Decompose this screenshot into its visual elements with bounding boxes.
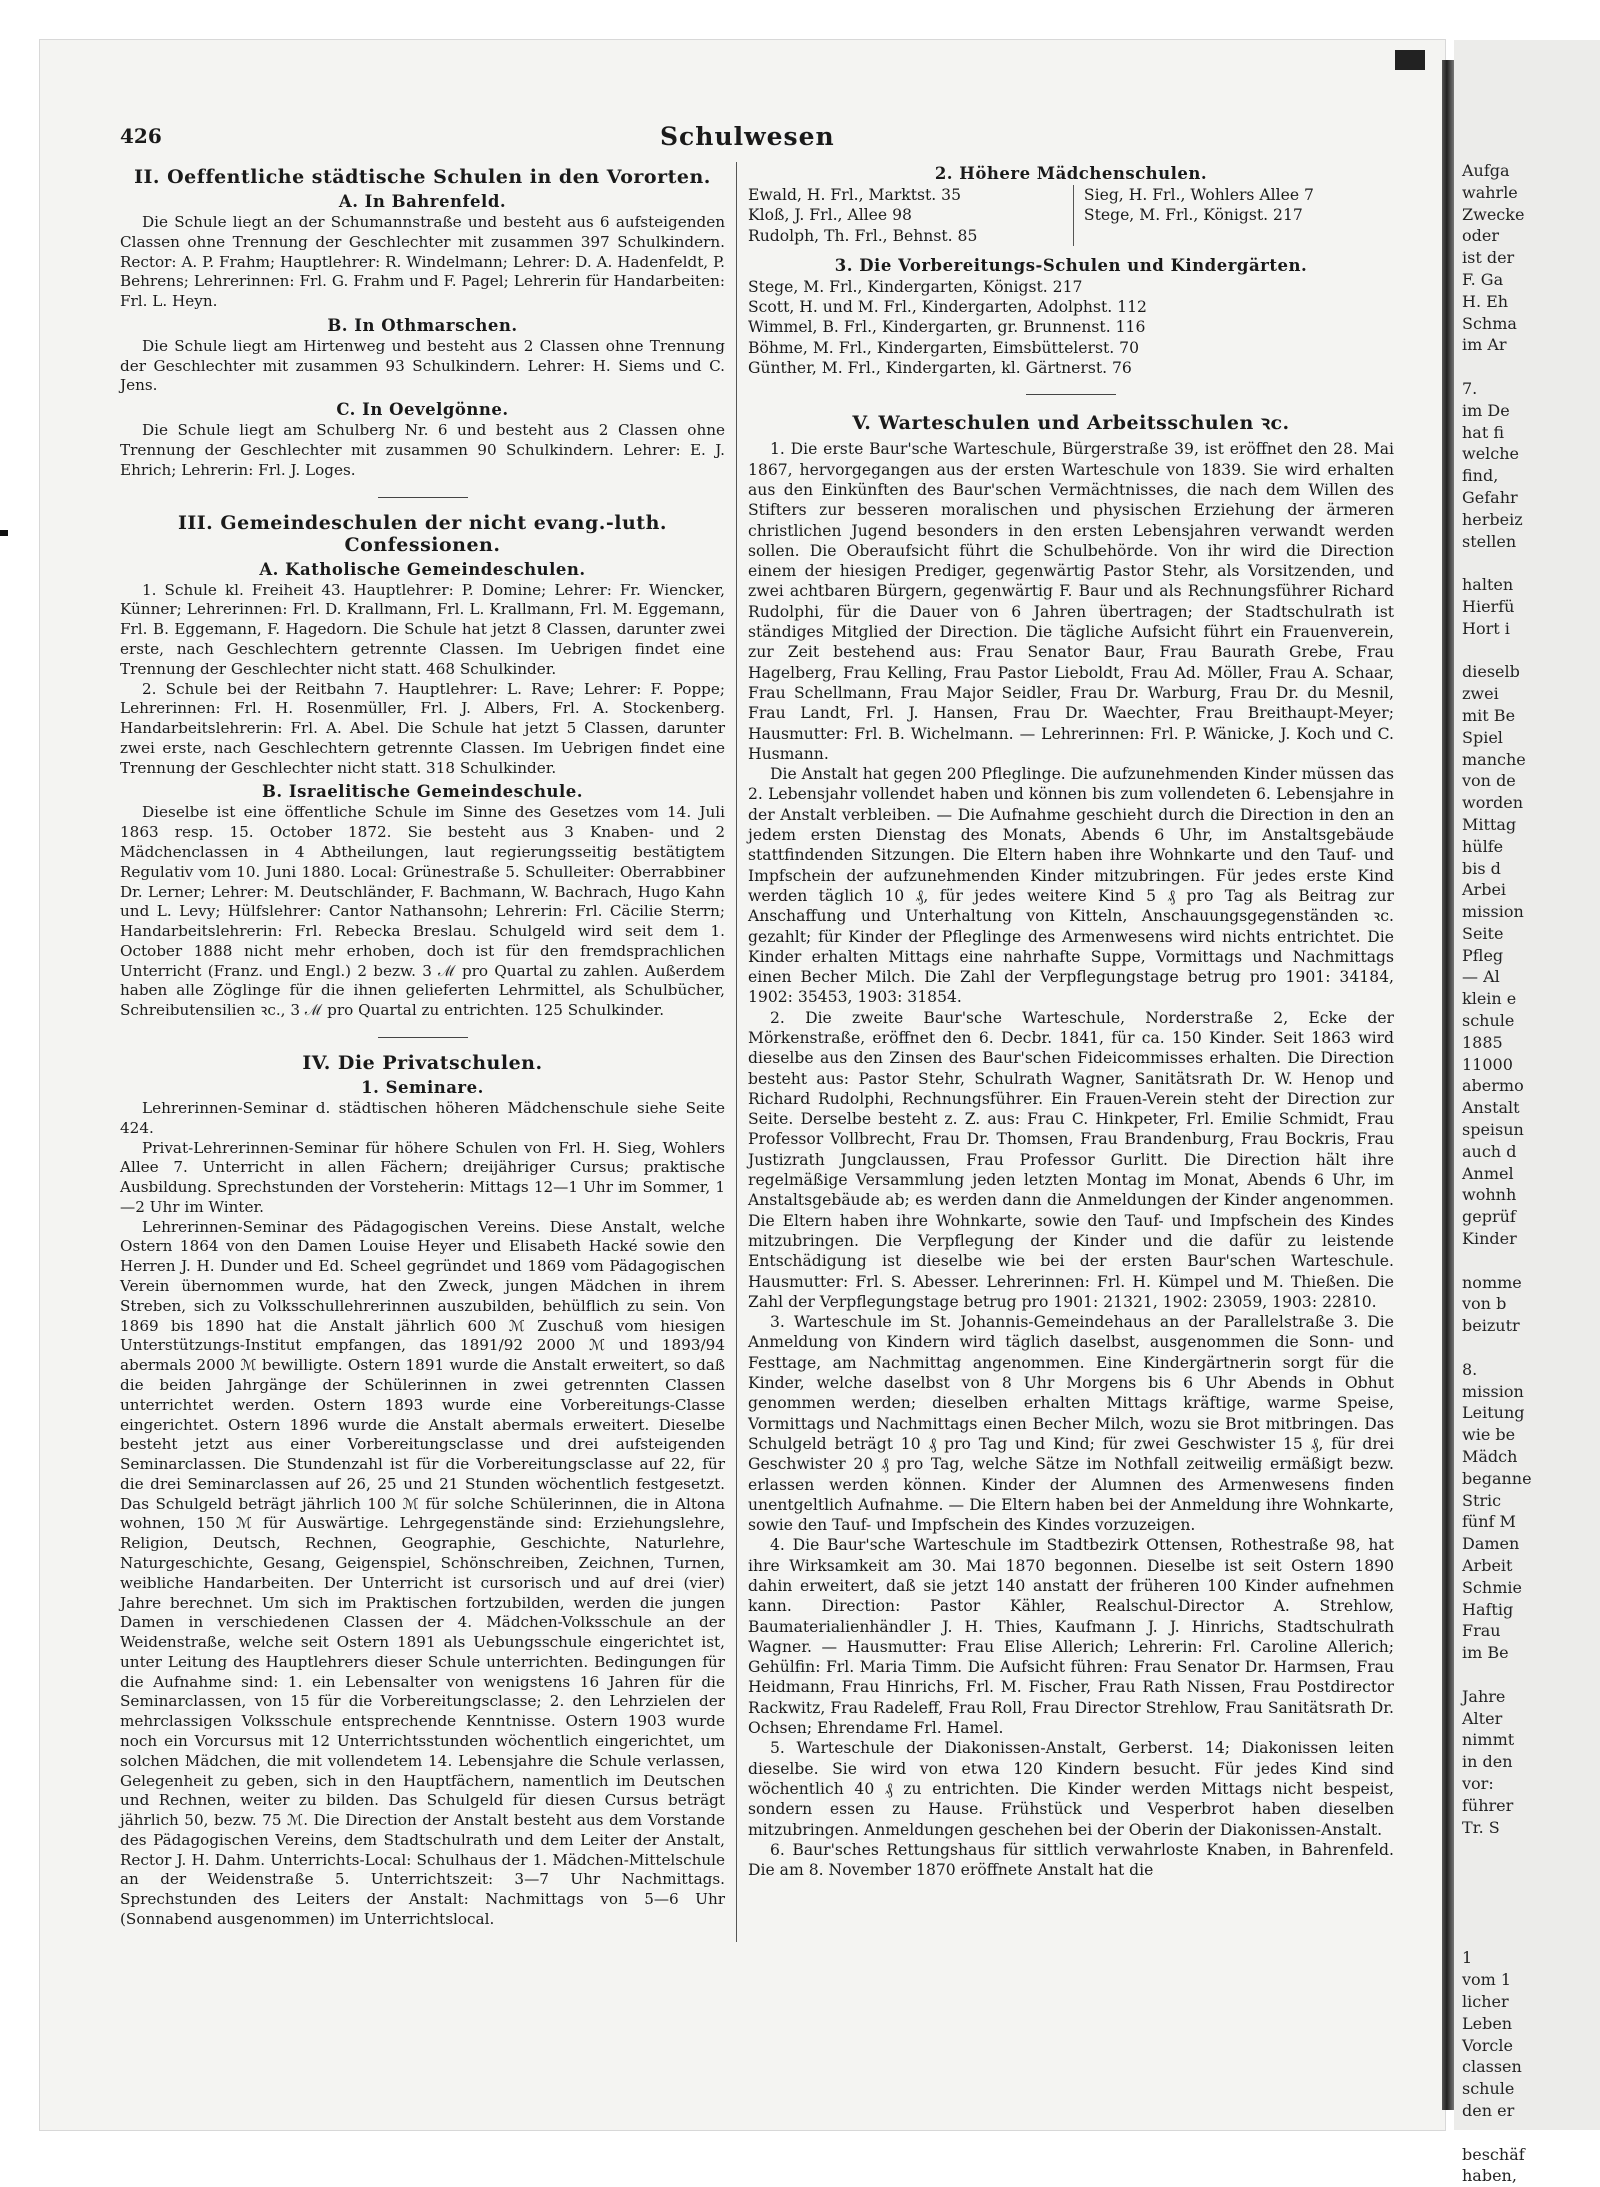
text-fragment: beschäf (1462, 2144, 1525, 2164)
subsection-heading: A. Katholische Gemeindeschulen. (259, 559, 586, 579)
text-fragment (1454, 640, 1532, 662)
text-fragment: im Ar (1462, 335, 1507, 355)
paragraph: 4. Die Baur'sche Warteschule im Stadtbezirk Ottensen, Rothestraße 98, hat ihre Wirksamkeit am 30. Mai 1870 begonnen. Dieselbe ist seit Ostern 1890 dahin erweitert, daß sie jetzt 140 anstatt der früheren 100 Kinder aufnehmen kann. Direction: Pastor Kähler, Realschul-Director A. Strehlow, Baumaterialienhändler J. H. Thies, Kaufmann J. J. Hinrichs, Stadtschulrath Wagner. — Hausmutter: Frau Elise Allerich; Lehrerin: Frl. Caroline Allerich; Gehülfin: Frl. Maria Timm. Die Aufsicht führen: Frau Senator Dr. Harmsen, Frau Heidmann, Frau Hinrichs, Frl. M. Fischer, Frau Rath Nissen, Frau Postdirector Rackwitz, Frau Radeleff, Frau Roll, Frau Director Strehlow, Frau Sanitätsrath Dr. Ochsen; Ehrendame Frl. Hamel. (748, 1536, 1394, 1738)
text-fragment: geprüf (1462, 1207, 1516, 1227)
text-fragment: Hort i (1462, 618, 1510, 638)
paragraph: 2. Die zweite Baur'sche Warteschule, Norderstraße 2, Ecke der Mörkenstraße, eröffnet den 6. Decbr. 1841, für ca. 150 Kinder. Seit 1863 wird dieselbe aus den Zinsen des Baur'schen Fideicommisses erhalten. Die Direction besteht aus: Pastor Stehr, Schulrath Wagner, Sanitätsrath Dr. W. Henop und Richard Rudolphi, Rechnungsführer. Ein Frauen-Verein steht der Direction zur Seite. Derselbe besteht z. Z. aus: Frau C. Hinkpeter, Frl. Emilie Schmidt, Frau Professor Vollbrecht, Frau Dr. Thomsen, Frau Brandenburg, Frau Bockris, Frau Justizrath Jungclaussen, Frau Professor Gurlitt. Die Direction hält ihre regelmäßige Versammlung jeden letzten Montag im Monat, Abends 6 Uhr, im Anstaltsgebäude ab; es werden dann die Anmeldungen der Kinder angenommen. Die Eltern haben ihre Wohnkarte, sowie den Tauf- und Impfschein des Kindes mitzubringen. Die Verpflegung der Kinder und die dafür zu leistende Entschädigung ist dieselbe wie bei der ersten Baur'schen Warteschule. Hausmutter: Frl. S. Abesser. Lehrerinnen: Frl. H. Kümpel und M. Thießen. Die Zahl der Verpflegungstage betrug pro 1901: 21321, 1902: 23059, 1903: 22810. (748, 1008, 1394, 1311)
list-item: Wimmel, B. Frl., Kindergarten, gr. Brunnenst. 116 (748, 318, 1146, 337)
text-fragment: wahrle (1462, 182, 1518, 202)
subsection-heading: B. Israelitische Gemeindeschule. (261, 782, 583, 802)
list-item: Böhme, M. Frl., Kindergarten, Eimsbüttelerst. 70 (748, 338, 1140, 357)
text-fragment: wohnh (1462, 1185, 1517, 1205)
right-paragraphs (748, 439, 1394, 1880)
text-fragment: nomme (1462, 1272, 1522, 1292)
page-number: 426 (120, 124, 162, 148)
margin-mark (0, 530, 8, 536)
kindergarten-list (748, 277, 1394, 378)
text-fragment (1454, 1250, 1532, 1272)
text-fragment: von de (1462, 771, 1516, 791)
text-fragment (1454, 1664, 1532, 1686)
text-fragment: mission (1462, 1381, 1524, 1401)
list-item: Rudolph, Th. Frl., Behnst. 85 (748, 226, 978, 245)
divider-rule (378, 1037, 468, 1038)
text-fragment: führer (1462, 1795, 1514, 1815)
paragraph: Die Anstalt hat gegen 200 Pfleglinge. Die aufzunehmenden Kinder müssen das 2. Lebensjahr vollendet haben und können bis zum vollendeten 6. Lebensjahre in der Anstalt verbleiben. — Die Aufnahme geschieht durch die Direction in den an jedem ersten Dienstag des Monats, Abends 6 Uhr, im Anstaltsgebäude stattfindenden Sitzungen. Die Eltern haben ihre Wohnkarte und den Tauf- und Impfschein der aufzunehmenden Kinder mitzubringen. Für jedes erste Kind werden täglich 10 ₰, für jedes weitere Kind 5 ₰ pro Tag als Beitrag zur Anschaffung und Unterhaltung von Kitteln, Anschauungsgegenständen ꝛc. gezahlt; für Kinder der Pfleglinge des Armenwesens wird nichts entrichtet. Die Kinder erhalten Mittags eine nahrhafte Suppe, Vormittags und Nachmittags einen Becher Milch. Die Zahl der Verpflegungstage betrug pro 1901: 34184, 1902: 35453, 1903: 31854. (748, 765, 1394, 1007)
paragraph: Die Schule liegt an der Schumannstraße und besteht aus 6 aufsteigenden Classen ohne Trennung der Geschlechter mit zusammen 397 Schulkindern. Rector: A. P. Frahm; Hauptlehrer: R. Windelmann; Lehrer: D. A. Hadenfeldt, P. Behrens; Lehrerinnen: Frl. G. Frahm und F. Pagel; Lehrerin für Handarbeiten: Frl. L. Heyn. (120, 213, 725, 311)
text-fragment: welche (1462, 444, 1520, 464)
book-binding (1442, 60, 1454, 2110)
text-fragment: 8. (1462, 1359, 1478, 1379)
text-fragment: hat fi (1462, 422, 1505, 442)
text-fragment: stellen (1462, 531, 1517, 551)
text-fragment: Pfleg (1462, 945, 1504, 965)
text-fragment (1454, 552, 1532, 574)
text-fragment: hülfe (1462, 836, 1504, 856)
text-fragment: Arbeit (1462, 1556, 1513, 1575)
section-heading-v: V. Warteschulen und Arbeitsschulen ꝛc. (852, 412, 1290, 435)
text-fragment: wie be (1462, 1425, 1516, 1445)
text-fragment: bis d (1462, 858, 1501, 878)
text-fragment: Stric (1462, 1490, 1502, 1510)
text-fragment: mit Be (1462, 705, 1516, 725)
text-fragment: Leitung (1462, 1403, 1525, 1423)
text-fragment: find, (1462, 466, 1499, 486)
paragraph: Lehrerinnen-Seminar d. städtischen höheren Mädchenschule siehe Seite 424. (120, 1099, 725, 1137)
text-fragment: klein e (1462, 989, 1517, 1009)
text-fragment (1454, 1337, 1532, 1359)
text-fragment: vor: (1462, 1773, 1494, 1793)
text-fragment: Frau (1462, 1621, 1501, 1641)
text-fragment: Zwecke (1462, 204, 1525, 224)
right-column (748, 160, 1394, 1880)
adjacent-page-text (1454, 160, 1532, 2187)
text-fragment: oder (1462, 226, 1499, 246)
text-fragment: Haftig (1462, 1599, 1514, 1619)
running-title: Schulwesen (660, 122, 835, 151)
list-item: Günther, M. Frl., Kindergarten, kl. Gärtnerst. 76 (748, 359, 1132, 378)
text-fragment: von b (1462, 1294, 1507, 1314)
subsection-heading: 1. Seminare. (361, 1078, 484, 1097)
text-fragment: Schmie (1462, 1577, 1522, 1597)
text-fragment: auch d (1462, 1141, 1517, 1161)
text-fragment: fünf M (1462, 1512, 1516, 1532)
list-item: Stege, M. Frl., Königst. 217 (1083, 206, 1303, 225)
girls-schools-right (1073, 185, 1394, 246)
text-fragment: vom 1 (1462, 1970, 1512, 1990)
left-column (120, 160, 725, 1930)
text-fragment: speisun (1462, 1120, 1524, 1140)
section-heading: II. Oeffentliche städtische Schulen in den Vororten. (134, 166, 711, 188)
text-fragment: 1 (1462, 1948, 1473, 1968)
text-fragment: in den (1462, 1752, 1513, 1772)
text-fragment: — Al (1462, 967, 1500, 987)
paragraph: Privat-Lehrerinnen-Seminar für höhere Schulen von Frl. H. Sieg, Wohlers Allee 7. Unterricht in allen Fächern; dreijähriger Cursus; praktische Ausbildung. Sprechstunden der Vorsteherin: Mittags 12—1 Uhr im Sommer, 1—2 Uhr im Winter. (120, 1138, 725, 1216)
text-fragment: schule (1462, 1011, 1515, 1031)
section-heading: III. Gemeindeschulen der nicht evang.-luth. Confessionen. (177, 511, 667, 556)
text-fragment (1454, 2122, 1532, 2144)
text-fragment: halten (1462, 575, 1514, 595)
text-fragment: Tr. S (1462, 1817, 1500, 1837)
list-item: Kloß, J. Frl., Allee 98 (748, 206, 912, 225)
text-fragment: H. Eh (1462, 291, 1509, 311)
paragraph: 1. Die erste Baur'sche Warteschule, Bürgerstraße 39, ist eröffnet den 28. Mai 1867, hervorgegangen aus der ersten Warteschule von 1839. Sie wird erhalten aus den Einkünften des Baur'schen Vermächtnisses, die nach dem Willen des Stifters zur besseren moralischen und physischen Erziehung der ärmeren christlichen Jugend besonders in den ersten Lebensjahren verwandt werden sollen. Die Oberaufsicht führt die Schulbehörde. Von ihr wird die Direction einem der hiesigen Prediger, gegenwärtig Pastor Stehr, als Vorsitzenden, und zwei achtbaren Bürgern, gegenwärtig F. Baur und als Rechnungsführer Richard Rudolphi, für die Dauer von 6 Jahren übertragen; der Stadtschulrath ist ständiges Mitglied der Direction. Die tägliche Aufsicht führt ein Frauenverein, zur Zeit bestehend aus: Frau Senator Baur, Frau Baurath Grebe, Frau Hagelberg, Frau Kelling, Frau Pastor Lieboldt, Frau Ad. Möller, Frau A. Schaar, Frau Schellmann, Frau Major Seidler, Frau Dr. Warburg, Frau Dr. du Mesnil, Frau Landt, Frl. J. Hansen, Frau Dr. Waechter, Frau Breithaupt-Meyer; Hausmutter: Frl. B. Wichelmann. — Lehrerinnen: Frl. P. Wänicke, J. Koch und C. Husmann. (748, 440, 1394, 763)
paragraph: 5. Warteschule der Diakonissen-Anstalt, Gerberst. 14; Diakonissen leiten dieselbe. Sie wird von etwa 120 Kindern besucht. Für jedes Kind sind wöchentlich 40 ₰ zu entrichten. Die Kinder werden Mittags nicht bespeist, sondern essen zu Hause. Frühstück und Vesperbrot haben dieselben mitzubringen. Anmeldungen geschehen bei der Oberin der Diakonissen-Anstalt. (748, 1739, 1394, 1839)
paragraph: 2. Schule bei der Reitbahn 7. Hauptlehrer: L. Rave; Lehrer: F. Poppe; Lehrerinnen: Frl. H. Rosenmüller, Frl. J. Albers, Frl. A. Stockenberg. Handarbeitslehrerin: Frl. A. Abel. Die Schule hat jetzt 5 Classen, darunter zwei erste, nach Geschlechtern getrennte Classen. Im Uebrigen findet eine Trennung der Geschlechter nicht statt. 318 Schulkinder. (120, 679, 725, 777)
text-fragment: den er (1462, 2100, 1515, 2120)
text-fragment: beizutr (1462, 1316, 1520, 1336)
text-fragment (1454, 1882, 1532, 1904)
paragraph: 3. Warteschule im St. Johannis-Gemeindehaus an der Parallelstraße 3. Die Anmeldung von Kindern wird täglich daselbst, ausgenommen die Sonn- und Festtage, am Nachmittag angenommen. Eine Kindergärtnerin sorgt für die Kinder, welche daselbst von 8 Uhr Morgens bis 6 Uhr Abends in Obhut genommen werden; dieselben erhalten Mittags kräftige, warme Speise, Vormittags und Nachmittags einen Becher Milch, wozu sie Brot mitbringen. Das Schulgeld beträgt 10 ₰ pro Tag und Kind; für zwei Geschwister 15 ₰, für drei Geschwister 20 ₰ pro Tag, welche Sätze im Nothfall zeitweilig ermäßigt bezw. erlassen werden können. Kinder der Alumnen des Armenwesens finden unentgeltlich Aufnahme. — Die Eltern haben bei der Anmeldung ihre Wohnkarte, sowie den Tauf- und Impfschein des Kindes vorzuzeigen. (748, 1313, 1394, 1535)
text-fragment (1454, 1860, 1532, 1882)
text-fragment: licher (1462, 1991, 1509, 2011)
text-fragment: schule (1462, 2079, 1515, 2099)
column-divider (736, 162, 737, 1942)
text-fragment: beganne (1462, 1468, 1532, 1488)
adjacent-page (1454, 40, 1600, 2186)
girls-schools-left (748, 185, 1058, 246)
text-fragment: Anmel (1462, 1163, 1514, 1183)
paragraph: 1. Schule kl. Freiheit 43. Hauptlehrer: P. Domine; Lehrer: Fr. Wiencker, Künner; Lehrerinnen: Frl. D. Krallmann, Frl. L. Krallmann, Frl. M. Eggemann, Frl. B. Eggemann, F. Hagedorn. Die Schule hat jetzt 8 Classen, darunter zwei erste, nach Geschlechtern getrennte Classen. Im Uebrigen findet eine Trennung der Geschlechter nicht statt. 468 Schulkinder. (120, 580, 725, 678)
text-fragment: Aufga (1462, 161, 1510, 180)
text-fragment: Damen (1462, 1534, 1520, 1554)
subsection-heading: A. In Bahrenfeld. (338, 192, 507, 211)
text-fragment: Schma (1462, 313, 1517, 333)
text-fragment: zwei (1462, 684, 1499, 704)
paragraph: Die Schule liegt am Schulberg Nr. 6 und besteht aus 2 Classen ohne Trennung der Geschlechter mit zusammen 90 Schulkindern. Lehrer: E. J. Ehrich; Lehrerin: Frl. J. Loges. (120, 421, 725, 479)
text-fragment: nimmt (1462, 1730, 1515, 1750)
text-fragment: Hierfü (1462, 596, 1515, 616)
text-fragment: haben, (1462, 2166, 1517, 2186)
text-fragment: Alter (1462, 1708, 1503, 1728)
text-fragment (1454, 1926, 1532, 1948)
girls-schools-list (748, 185, 1394, 246)
section-heading: IV. Die Privatschulen. (302, 1052, 543, 1074)
list-item: Stege, M. Frl., Kindergarten, Königst. 217 (748, 277, 1083, 296)
text-fragment: Gefahr (1462, 487, 1518, 507)
text-fragment: im De (1462, 400, 1510, 420)
text-fragment: ist der (1462, 248, 1515, 268)
text-fragment: worden (1462, 793, 1523, 813)
kindergarten-heading: 3. Die Vorbereitungs-Schulen und Kindergärten. (834, 255, 1308, 275)
text-fragment: Anstalt (1462, 1098, 1520, 1118)
text-fragment: Leben (1462, 2013, 1513, 2033)
text-fragment (1454, 356, 1532, 378)
girls-schools-heading: 2. Höhere Mädchenschulen. (934, 164, 1208, 183)
edge-mark (1395, 50, 1425, 70)
text-fragment: herbeiz (1462, 509, 1523, 529)
list-item: Scott, H. und M. Frl., Kindergarten, Adolphst. 112 (748, 298, 1147, 317)
divider-rule (1026, 394, 1116, 395)
text-fragment: 11000 (1462, 1054, 1513, 1074)
list-item: Ewald, H. Frl., Marktst. 35 (748, 186, 962, 204)
list-item: Sieg, H. Frl., Wohlers Allee 7 (1083, 186, 1314, 204)
text-fragment: im Be (1462, 1643, 1509, 1663)
text-fragment: dieselb (1462, 662, 1520, 682)
text-fragment: Vorcle (1462, 2035, 1513, 2055)
text-fragment: Arbei (1462, 880, 1507, 900)
divider-rule (378, 497, 468, 498)
text-fragment: manche (1462, 749, 1526, 769)
paragraph: Die Schule liegt am Hirtenweg und besteht aus 2 Classen ohne Trennung der Geschlechter mit zusammen 93 Schulkindern. Lehrer: H. Siems und C. Jens. (120, 336, 725, 395)
text-fragment (1454, 1904, 1532, 1926)
subsection-heading: C. In Oevelgönne. (336, 400, 509, 420)
text-fragment: Mittag (1462, 814, 1517, 834)
text-fragment: Mädch (1462, 1447, 1518, 1467)
text-fragment: 1885 (1462, 1032, 1503, 1052)
text-fragment: mission (1462, 902, 1524, 922)
text-fragment: 7. (1462, 378, 1478, 398)
text-fragment: abermo (1462, 1076, 1524, 1096)
subsection-heading: B. In Othmarschen. (327, 315, 518, 335)
text-fragment: classen (1462, 2057, 1522, 2077)
text-fragment: Kinder (1462, 1229, 1517, 1249)
text-fragment: Jahre (1462, 1686, 1506, 1706)
text-fragment (1454, 1838, 1532, 1860)
text-fragment: F. Ga (1462, 269, 1504, 289)
paragraph: Lehrerinnen-Seminar des Pädagogischen Vereins. Diese Anstalt, welche Ostern 1864 von den Damen Louise Heyer und Elisabeth Hacké sowie den Herren J. H. Dunder und Ed. Scheel gegründet und 1869 vom Pädagogischen Verein übernommen wurde, hat den Zweck, jungen Mädchen in ihrem Streben, sich zu Volksschullehrerinnen auszubilden, behülflich zu sein. Von 1869 bis 1890 hat die Anstalt jährlich 600 ℳ Zuschuß vom hiesigen Unterstützungs-Institut empfangen, das 1891/92 2000 ℳ und 1893/94 abermals 2000 ℳ bewilligte. Ostern 1891 wurde die Anstalt erweitert, so daß die beiden Jahrgänge der Schülerinnen in zwei getrennten Classen unterrichtet werden. Ostern 1893 wurde eine Vorbereitungs-Classe eingerichtet. Ostern 1896 wurde die Anstalt abermals erweitert. Dieselbe besteht jetzt aus einer Vorbereitungsclasse und drei aufsteigenden Seminarclassen. Die Stundenzahl ist für die Vorbereitungsclasse auf 22, für die drei Seminarclassen auf 26, 25 und 21 Stunden wöchentlich festgesetzt. Das Schulgeld beträgt jährlich 100 ℳ für solche Schülerinnen, die in Altona wohnen, 150 ℳ für Auswärtige. Lehrgegenstände sind: Erziehungslehre, Religion, Deutsch, Rechnen, Geographie, Geschichte, Naturlehre, Naturgeschichte, Gesang, Geigenspiel, Schönschreiben, Zeichnen, Turnen, weibliche Handarbeiten. Der Unterricht ist cursorisch und auf drei (vier) Jahre berechnet. Um sich im Praktischen fortzubilden, werden die jungen Damen in verschiedenen Classen der 4. Mädchen-Volksschule an der Weidenstraße, welche seit Ostern 1891 als Uebungsschule eingerichtet ist, unter Leitung des Hauptlehrers dieser Schule unterrichten. Bedingungen für die Aufnahme sind: 1. ein Lebensalter von wenigstens 16 Jahren für die Seminarclassen, von 15 für die Vorbereitungsclasse; 2. den Lehrzielen der mehrclassigen Volksschule entsprechende Kenntnisse. Ostern 1903 wurde noch ein Vorcursus mit 12 Unterrichtsstunden wöchentlich eingerichtet, um solchen Mädchen, die mit vollendetem 14. Lebensjahre die Schule verlassen, Gelegenheit zu geben, sich in den Hauptfächern, namentlich im Deutschen und Rechnen, weiter zu bilden. Das Schulgeld für diesen Cursus beträgt jährlich 50, bezw. 75 ℳ. Die Direction der Anstalt besteht aus dem Vorstande des Pädagogischen Vereins, dem Stadtschulrath und dem Leiter der Anstalt, Rector J. H. Dahm. Unterrichts-Local: Schulhaus der 1. Mädchen-Mittelschule an der Weidenstraße 5. Unterrichtszeit: 3—7 Uhr Nachmittags. Sprechstunden des Leiters der Anstalt: Nachmittags von 5—6 Uhr (Sonnabend ausgenommen) im Unterrichtslocal. (120, 1217, 725, 1929)
paragraph: Dieselbe ist eine öffentliche Schule im Sinne des Gesetzes vom 14. Juli 1863 resp. 15. October 1872. Sie besteht aus 3 Knaben- und 2 Mädchenclassen in 4 Abtheilungen, laut regierungsseitig bestätigtem Regulativ vom 10. Juni 1880. Local: Grünestraße 5. Schulleiter: Oberrabbiner Dr. Lerner; Lehrer: M. Deutschländer, F. Bachmann, W. Bachrach, Hugo Kahn und L. Levy; Hülfslehrer: Cantor Nathansohn; Lehrerin: Frl. Cäcilie Sterrn; Handarbeitslehrerin: Frl. Rebecka Breslau. Schulgeld wird seit dem 1. October 1888 nicht mehr erhoben, doch ist für den fremdsprachlichen Unterricht (Franz. und Engl.) 2 bezw. 3 ℳ pro Quartal zu zahlen. Außerdem haben alle Zöglinge für die ihnen gelieferten Lehrmittel, als Schulbücher, Schreibutensilien ꝛc., 3 ℳ pro Quartal zu entrichten. 125 Schulkinder. (120, 803, 725, 1020)
paragraph: 6. Baur'sches Rettungshaus für sittlich verwahrloste Knaben, in Bahrenfeld. Die am 8. November 1870 eröffnete Anstalt hat die (748, 1840, 1394, 1880)
text-fragment: Spiel (1462, 727, 1503, 747)
text-fragment: Seite (1462, 923, 1504, 943)
